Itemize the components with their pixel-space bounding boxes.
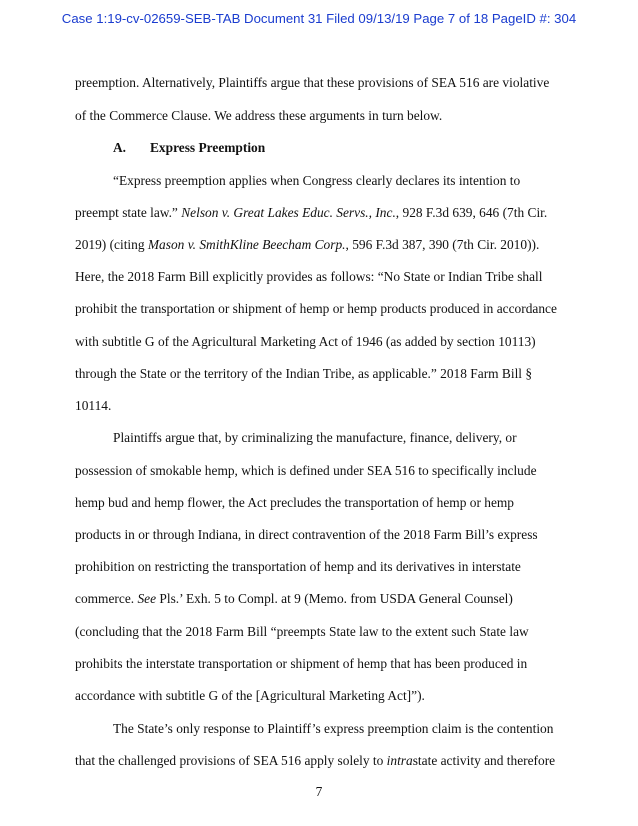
text-segment: Pls.’ Exh. 5 to Compl. at 9 (Memo. from USDA General Counsel) [156, 591, 513, 606]
text-line: of the Commerce Clause. We address these arguments in turn below. [75, 108, 443, 123]
section-heading-title: Express Preemption [150, 140, 266, 155]
section-heading-letter: A. [113, 140, 127, 155]
text-line: prohibition on restricting the transportation of hemp and its derivatives in interstate [75, 559, 521, 574]
text-line: The State’s only response to Plaintiff’s express preemption claim is the contention [113, 721, 554, 736]
citation-signal: See [137, 591, 157, 606]
text-segment: 2019) (citing [75, 237, 148, 252]
text-line [75, 205, 547, 221]
case-citation: Nelson v. Great Lakes Educ. Servs., Inc. [181, 205, 396, 220]
text-line: through the State or the territory of the Indian Tribe, as applicable.” 2018 Farm Bill § [75, 366, 533, 381]
text-line: “Express preemption applies when Congress clearly declares its intention to [113, 173, 521, 188]
text-line: (concluding that the 2018 Farm Bill “preempts State law to the extent such State law [75, 624, 529, 639]
text-line: accordance with subtitle G of the [Agricultural Marketing Act]”). [75, 688, 425, 703]
text-segment: , 928 F.3d 639, 646 (7th Cir. [395, 205, 548, 220]
text-line [75, 591, 513, 607]
text-line: hemp bud and hemp flower, the Act precludes the transportation of hemp or hemp [75, 495, 514, 510]
text-line: with subtitle G of the Agricultural Marketing Act of 1946 (as added by section 10113) [75, 334, 536, 349]
text-segment: that the challenged provisions of SEA 516 apply solely to [75, 753, 387, 768]
text-line [75, 753, 555, 769]
text-line: prohibits the interstate transportation or shipment of hemp that has been produced in [75, 656, 528, 671]
text-line [75, 237, 539, 253]
text-line: possession of smokable hemp, which is defined under SEA 516 to specifically include [75, 463, 537, 478]
text-segment: commerce. [75, 591, 138, 606]
text-line: Here, the 2018 Farm Bill explicitly provides as follows: “No State or Indian Tribe shall [75, 269, 543, 284]
emphasis-text: intra [386, 753, 413, 768]
case-citation: Mason v. SmithKline Beecham Corp. [147, 237, 346, 252]
text-segment: state activity and therefore [412, 753, 556, 768]
text-line: products in or through Indiana, in direct contravention of the 2018 Farm Bill’s express [75, 527, 538, 542]
text-segment: preempt state law.” [75, 205, 182, 220]
text-line: Plaintiffs argue that, by criminalizing the manufacture, finance, delivery, or [113, 430, 517, 445]
page-number: 7 [315, 784, 323, 799]
text-line: preemption. Alternatively, Plaintiffs argue that these provisions of SEA 516 are violative [75, 75, 550, 90]
text-line: prohibit the transportation or shipment of hemp or hemp products produced in accordance [75, 301, 557, 316]
text-line: 10114. [75, 398, 112, 413]
case-header-stamp: Case 1:19-cv-02659-SEB-TAB Document 31 Filed 09/13/19 Page 7 of 18 PageID #: 304 [61, 11, 577, 26]
text-segment: , 596 F.3d 387, 390 (7th Cir. 2010)). [345, 237, 540, 252]
